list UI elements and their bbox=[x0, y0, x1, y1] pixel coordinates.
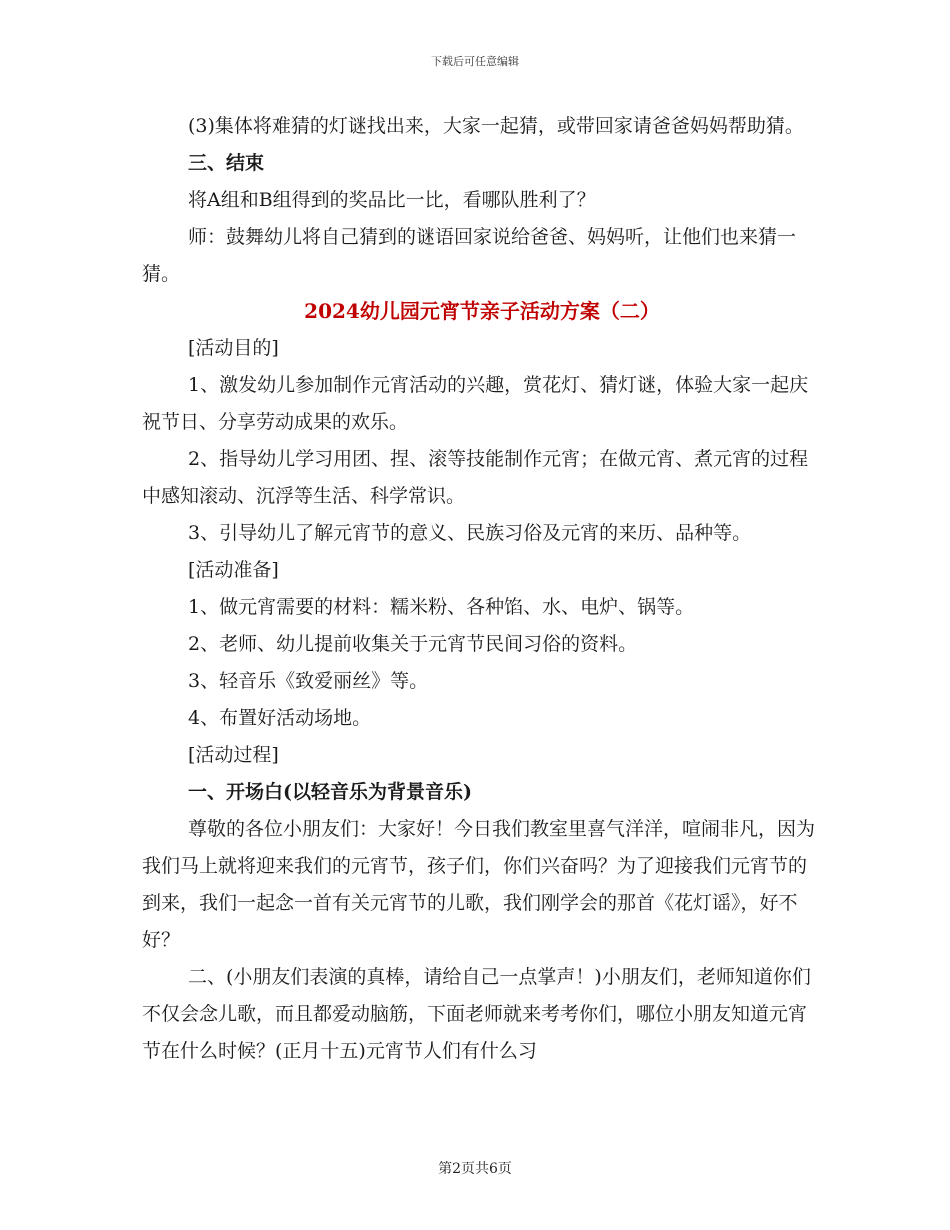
prep-item-1: 1、做元宵需要的材料：糯米粉、各种馅、水、电炉、锅等。 bbox=[188, 596, 695, 618]
prep-item-2: 2、老师、幼儿提前收集关于元宵节民间习俗的资料。 bbox=[188, 633, 638, 655]
document-body bbox=[142, 108, 822, 1070]
page-number-footer: 第2页共6页 bbox=[438, 1161, 512, 1177]
section-heading-end: 三、结束 bbox=[188, 152, 265, 174]
paragraph-prize-compare: 将A组和B组得到的奖品比一比，看哪队胜利了？ bbox=[188, 189, 596, 211]
goal-item-1: 1、激发幼儿参加制作元宵活动的兴趣，赏花灯、猜灯谜，体验大家一起庆祝节日、分享劳动成果的欢乐。 bbox=[142, 374, 809, 433]
document-title: 2024幼儿园元宵节亲子活动方案（二） bbox=[304, 299, 660, 323]
page-header-note: 下载后可任意编辑 bbox=[431, 55, 519, 68]
paragraph-opening-speech: 尊敬的各位小朋友们：大家好！今日我们教室里喜气洋洋，喧闹非凡，因为我们马上就将迎来我们的元宵节，孩子们，你们兴奋吗？为了迎接我们元宵节的到来，我们一起念一首有关元宵节的儿歌，我们刚学会的那首《花灯谣》，好不好？ bbox=[142, 818, 816, 951]
prep-item-3: 3、轻音乐《致爱丽丝》等。 bbox=[188, 670, 429, 692]
section-label-process: [活动过程] bbox=[188, 744, 279, 766]
section-label-goals: [活动目的] bbox=[188, 337, 279, 359]
goal-item-3: 3、引导幼儿了解元宵节的意义、民族习俗及元宵的来历、品种等。 bbox=[188, 522, 752, 544]
goal-item-2: 2、指导幼儿学习用团、捏、滚等技能制作元宵；在做元宵、煮元宵的过程中感知滚动、沉浮等生活、科学常识。 bbox=[142, 448, 809, 507]
prep-item-4: 4、布置好活动场地。 bbox=[188, 707, 372, 729]
section-heading-opening: 一、开场白(以轻音乐为背景音乐) bbox=[188, 781, 472, 803]
paragraph-teacher-note: 师：鼓舞幼儿将自己猜到的谜语回家说给爸爸、妈妈听，让他们也来猜一猜。 bbox=[142, 226, 797, 285]
section-label-preparation: [活动准备] bbox=[188, 559, 279, 581]
paragraph-lantern-riddles: (3)集体将难猜的灯谜找出来，大家一起猜，或带回家请爸爸妈妈帮助猜。 bbox=[188, 115, 804, 137]
paragraph-quiz-intro: 二、(小朋友们表演的真棒，请给自己一点掌声！)小朋友们，老师知道你们不仅会念儿歌，而且都爱动脑筋，下面老师就来考考你们，哪位小朋友知道元宵节在什么时候？(正月十五)元宵节人们有什么习 bbox=[142, 966, 811, 1062]
